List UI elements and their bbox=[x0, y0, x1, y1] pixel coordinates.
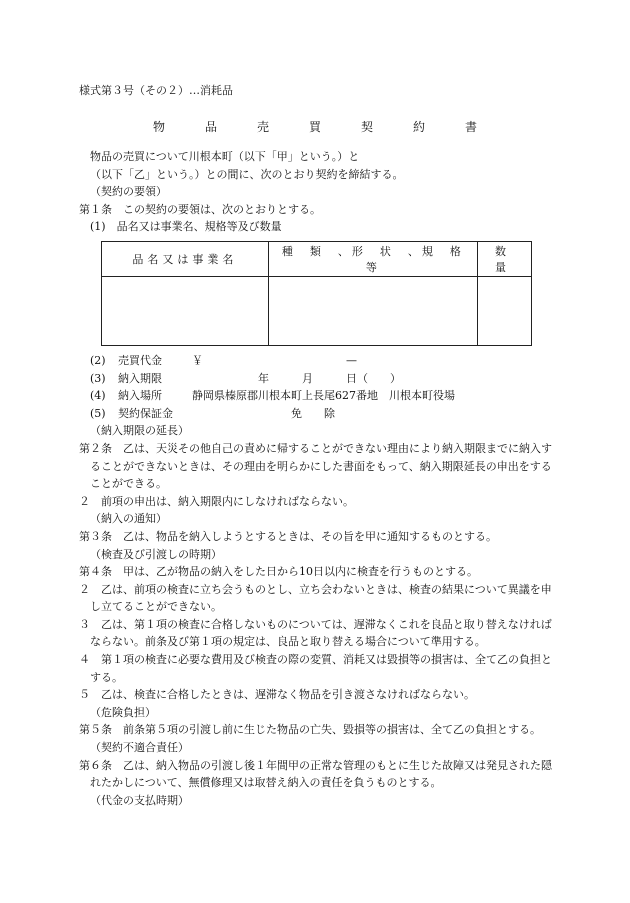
article-5-heading: （危険負担） bbox=[90, 705, 156, 719]
article-1-text: 第１条 この契約の要領は、次のとおりとする。 bbox=[79, 202, 321, 216]
article-7-heading: （代金の支払時期） bbox=[90, 793, 189, 807]
intro-line-1: 物品の売買について川根本町（以下「甲」という。）と bbox=[90, 150, 360, 163]
intro-line-2: （以下「乙」という。）との間に、次のとおり契約を締結する。 bbox=[90, 167, 404, 181]
field-number: (2) bbox=[90, 353, 106, 367]
article-2-heading: （納入期限の延長） bbox=[90, 424, 189, 438]
article-4-para-4: ４ 第１項の検査に必要な費用及び検査の際の変質、消耗又は毀損等の損害は、全て乙の負担とする。 bbox=[79, 653, 552, 684]
article-6-heading: （契約不適合責任） bbox=[90, 741, 189, 755]
article-6-text: 第６条 乙は、納入物品の引渡し後１年間甲の正常な管理のもとに生じた故障又は発見された隠れたかしについて、無償修理又は取替え納入の責任を負うものとする。 bbox=[79, 758, 552, 790]
article-4-heading: （検査及び引渡しの時期） bbox=[90, 547, 222, 561]
contract-body bbox=[79, 148, 559, 809]
field-number: (5) bbox=[90, 406, 106, 420]
article-4-para-2: ２ 乙は、前項の検査に立ち会うものとし、立ち会わないときは、検査の結果について異議を申し立てることができない。 bbox=[79, 582, 552, 614]
article-3-text: 第３条 乙は、物品を納入しようとするときは、その旨を甲に通知するものとする。 bbox=[79, 529, 497, 543]
col-header-quantity: 数 量 bbox=[478, 241, 532, 276]
field-number: (3) bbox=[90, 371, 106, 385]
field-value: 静岡県榛原郡川根本町上長尾627番地 川根本町役場 bbox=[192, 389, 455, 403]
field-deposit bbox=[79, 405, 559, 423]
field-label: 納入場所 bbox=[118, 389, 162, 403]
field-value: 免 除 bbox=[192, 406, 335, 420]
article-2-text: 第２条 乙は、天災その他自己の責めに帰することができない理由により納入期限までに納入することができないときは、その理由を明らかにした書面をもって、納入期限延長の申出をすることができる。 bbox=[79, 441, 552, 491]
items-table bbox=[101, 241, 532, 346]
field-deadline bbox=[79, 370, 559, 388]
cell-spec bbox=[268, 276, 477, 345]
article-2-para-2: ２ 前項の申出は、納入期限内にしなければならない。 bbox=[79, 494, 354, 508]
article-4-text: 第４条 甲は、乙が物品の納入をした日から10日以内に検査を行うものとする。 bbox=[79, 565, 478, 579]
field-label: 契約保証金 bbox=[118, 406, 173, 420]
article-1-heading: （契約の要領） bbox=[90, 185, 167, 199]
cell-quantity bbox=[478, 276, 532, 345]
document-title: 物 品 売 買 契 約 書 bbox=[152, 120, 491, 134]
article-4-para-3: ３ 乙は、第１項の検査に合格しないものについては、遅滞なくこれを良品と取り替えなければならない。前条及び第１項の規定は、良品と取り替える場合について準用する。 bbox=[79, 617, 552, 649]
field-value: 年 月 日（ ） bbox=[192, 371, 401, 385]
field-label: 売買代金 bbox=[118, 353, 162, 367]
form-id: 様式第３号（その２）…消耗品 bbox=[79, 84, 233, 97]
items-table-header-row bbox=[102, 241, 532, 276]
col-header-item-name: 品名又は事業名 bbox=[102, 241, 269, 276]
field-label: 納入期限 bbox=[118, 371, 162, 385]
field-delivery-place bbox=[79, 387, 559, 405]
article-4-para-5: ５ 乙は、検査に合格したときは、遅滞なく物品を引き渡さなければならない。 bbox=[79, 688, 475, 702]
col-header-spec: 種 類 、形 状 、規 格 等 bbox=[268, 241, 477, 276]
article-5-text: 第５条 前条第５項の引渡し前に生じた物品の亡失、毀損等の損害は、全て乙の負担とする。 bbox=[79, 723, 541, 737]
field-price bbox=[79, 352, 559, 370]
field-value: ￥ — bbox=[192, 353, 357, 367]
article-3-heading: （納入の通知） bbox=[90, 512, 167, 526]
table-row bbox=[102, 276, 532, 345]
cell-item-name bbox=[102, 276, 269, 345]
article-1-item-1: (1) 品名又は事業名、規格等及び数量 bbox=[90, 220, 282, 234]
field-number: (4) bbox=[90, 389, 106, 403]
